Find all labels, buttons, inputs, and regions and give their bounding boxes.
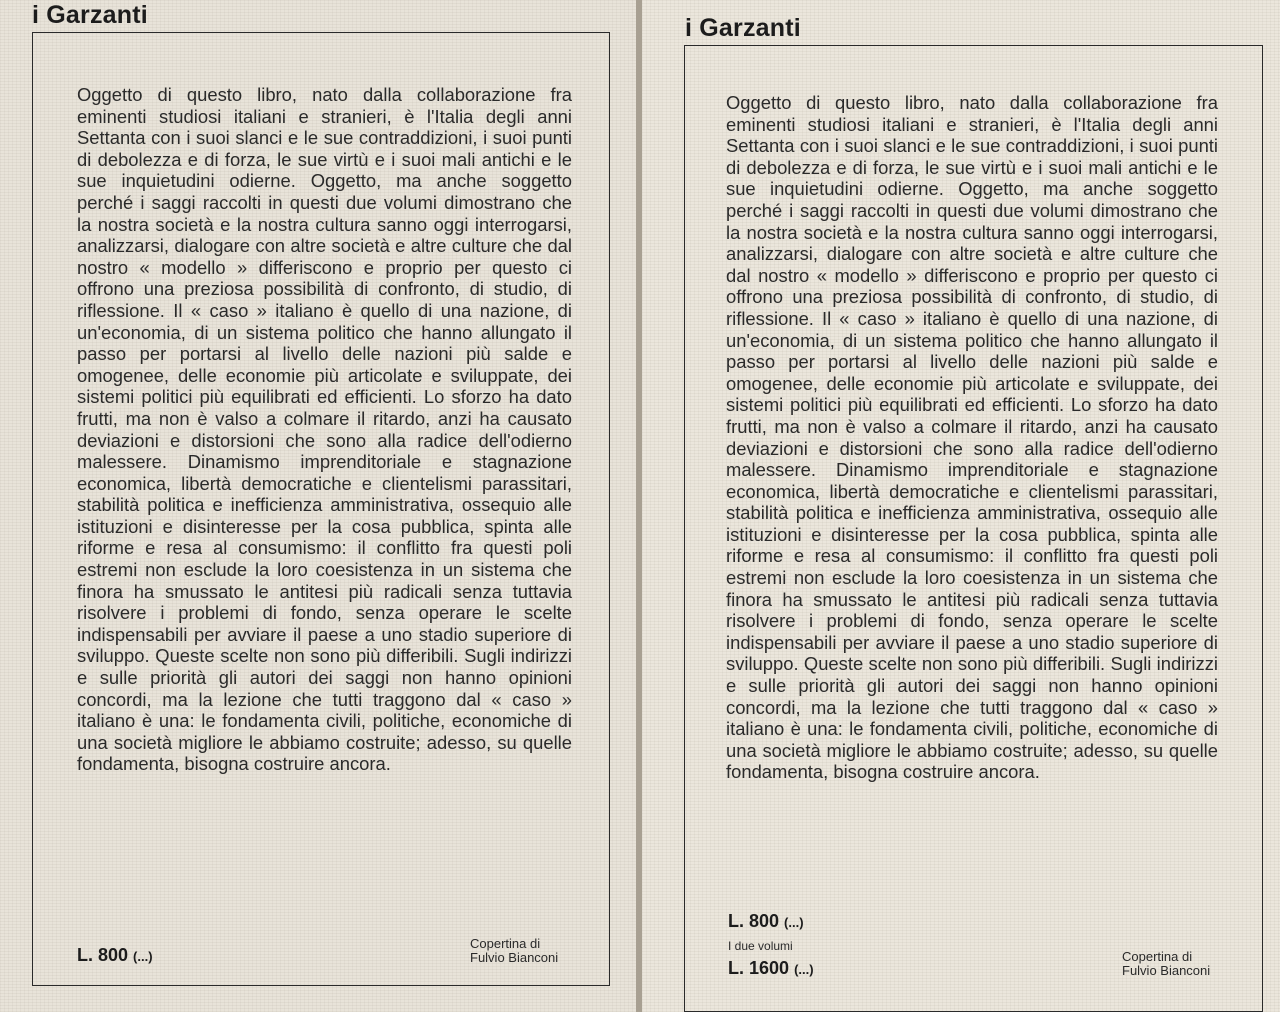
credit-line-1: Copertina di (470, 936, 541, 951)
publisher-logo: i Garzanti (32, 1, 148, 29)
set-label: I due volumi (728, 939, 793, 953)
price (728, 912, 804, 930)
left-back-cover (0, 0, 636, 1012)
set-price-note: (...) (794, 962, 814, 977)
credit-line-2: Fulvio Bianconi (470, 950, 559, 965)
cover-blurb: Oggetto di questo libro, nato dalla collaborazione fra eminenti studiosi italiani e stranieri, è l'Italia degli anni Settanta con i suoi slanci e le sue contraddizioni, i suoi punti di debolezza e di forza, le sue virtù e i suoi mali antichi e le sue inquietudini odierne. Oggetto, ma anche soggetto perché i saggi raccolti in questi due volumi dimostrano che la nostra società e la nostra cultura sanno oggi interrogarsi, analizzarsi, dialogare con altre società e altre culture che dal nostro « modello » differiscono e proprio per questo ci offrono una preziosa possibilità di confronto, di studio, di riflessione. Il « caso » italiano è quello di una nazione, di un'economia, di un sistema politico che hanno allungato il passo per portarsi al livello delle nazioni più salde e omogenee, delle economie più articolate e sviluppate, dei sistemi politici più equilibrati ed efficienti. Lo sforzo ha dato frutti, ma non è valso a colmare il ritardo, anzi ha causato deviazioni e distorsioni che sono alla radice dell'odierno malessere. Dinamismo imprenditoriale e stagnazione economica, libertà democratiche e clientelismi parassitari, stabilità politica e inefficienza amministrativa, ossequio alle istituzioni e disinteresse per la cosa pubblica, spinta alle riforme e resa al consumismo: il conflitto fra questi poli estremi non esclude la loro coesistenza in un sistema che finora ha smussato le antitesi più radicali senza tuttavia risolvere i problemi di fondo, senza operare le scelte indispensabili per avviare il paese a uno stadio superiore di sviluppo. Queste scelte non sono più differibili. Sugli indirizzi e sulle priorità gli autori dei saggi non hanno opinioni concordi, ma la lezione che tutti traggono dal « caso » italiano è una: le fondamenta civili, politiche, economiche di una società migliore le abbiamo costruite; adesso, su quelle fondamenta, bisogna costruire ancora. (726, 92, 1218, 783)
price-note: (...) (784, 915, 804, 930)
right-back-cover (642, 0, 1280, 1012)
cover-credit (470, 937, 558, 965)
price-value: L. 800 (77, 945, 129, 965)
publisher-logo: i Garzanti (685, 14, 801, 42)
price-note: (...) (133, 949, 153, 964)
credit-line-2: Fulvio Bianconi (1122, 963, 1211, 978)
set-price (728, 959, 814, 977)
price (77, 946, 153, 964)
price-value: L. 800 (728, 911, 780, 931)
credit-line-1: Copertina di (1122, 949, 1193, 964)
set-price-value: L. 1600 (728, 958, 790, 978)
cover-credit (1122, 950, 1210, 978)
cover-blurb: Oggetto di questo libro, nato dalla collaborazione fra eminenti studiosi italiani e stranieri, è l'Italia degli anni Settanta con i suoi slanci e le sue contraddizioni, i suoi punti di debolezza e di forza, le sue virtù e i suoi mali antichi e le sue inquietudini odierne. Oggetto, ma anche soggetto perché i saggi raccolti in questi due volumi dimostrano che la nostra società e la nostra cultura sanno oggi interrogarsi, analizzarsi, dialogare con altre società e altre culture che dal nostro « modello » differiscono e proprio per questo ci offrono una preziosa possibilità di confronto, di studio, di riflessione. Il « caso » italiano è quello di una nazione, di un'economia, di un sistema politico che hanno allungato il passo per portarsi al livello delle nazioni più salde e omogenee, delle economie più articolate e sviluppate, dei sistemi politici più equilibrati ed efficienti. Lo sforzo ha dato frutti, ma non è valso a colmare il ritardo, anzi ha causato deviazioni e distorsioni che sono alla radice dell'odierno malessere. Dinamismo imprenditoriale e stagnazione economica, libertà democratiche e clientelismi parassitari, stabilità politica e inefficienza amministrativa, ossequio alle istituzioni e disinteresse per la cosa pubblica, spinta alle riforme e resa al consumismo: il conflitto fra questi poli estremi non esclude la loro coesistenza in un sistema che finora ha smussato le antitesi più radicali senza tuttavia risolvere i problemi di fondo, senza operare le scelte indispensabili per avviare il paese a uno stadio superiore di sviluppo. Queste scelte non sono più differibili. Sugli indirizzi e sulle priorità gli autori dei saggi non hanno opinioni concordi, ma la lezione che tutti traggono dal « caso » italiano è una: le fondamenta civili, politiche, economiche di una società migliore le abbiamo costruite; adesso, su quelle fondamenta, bisogna costruire ancora. (77, 84, 572, 775)
